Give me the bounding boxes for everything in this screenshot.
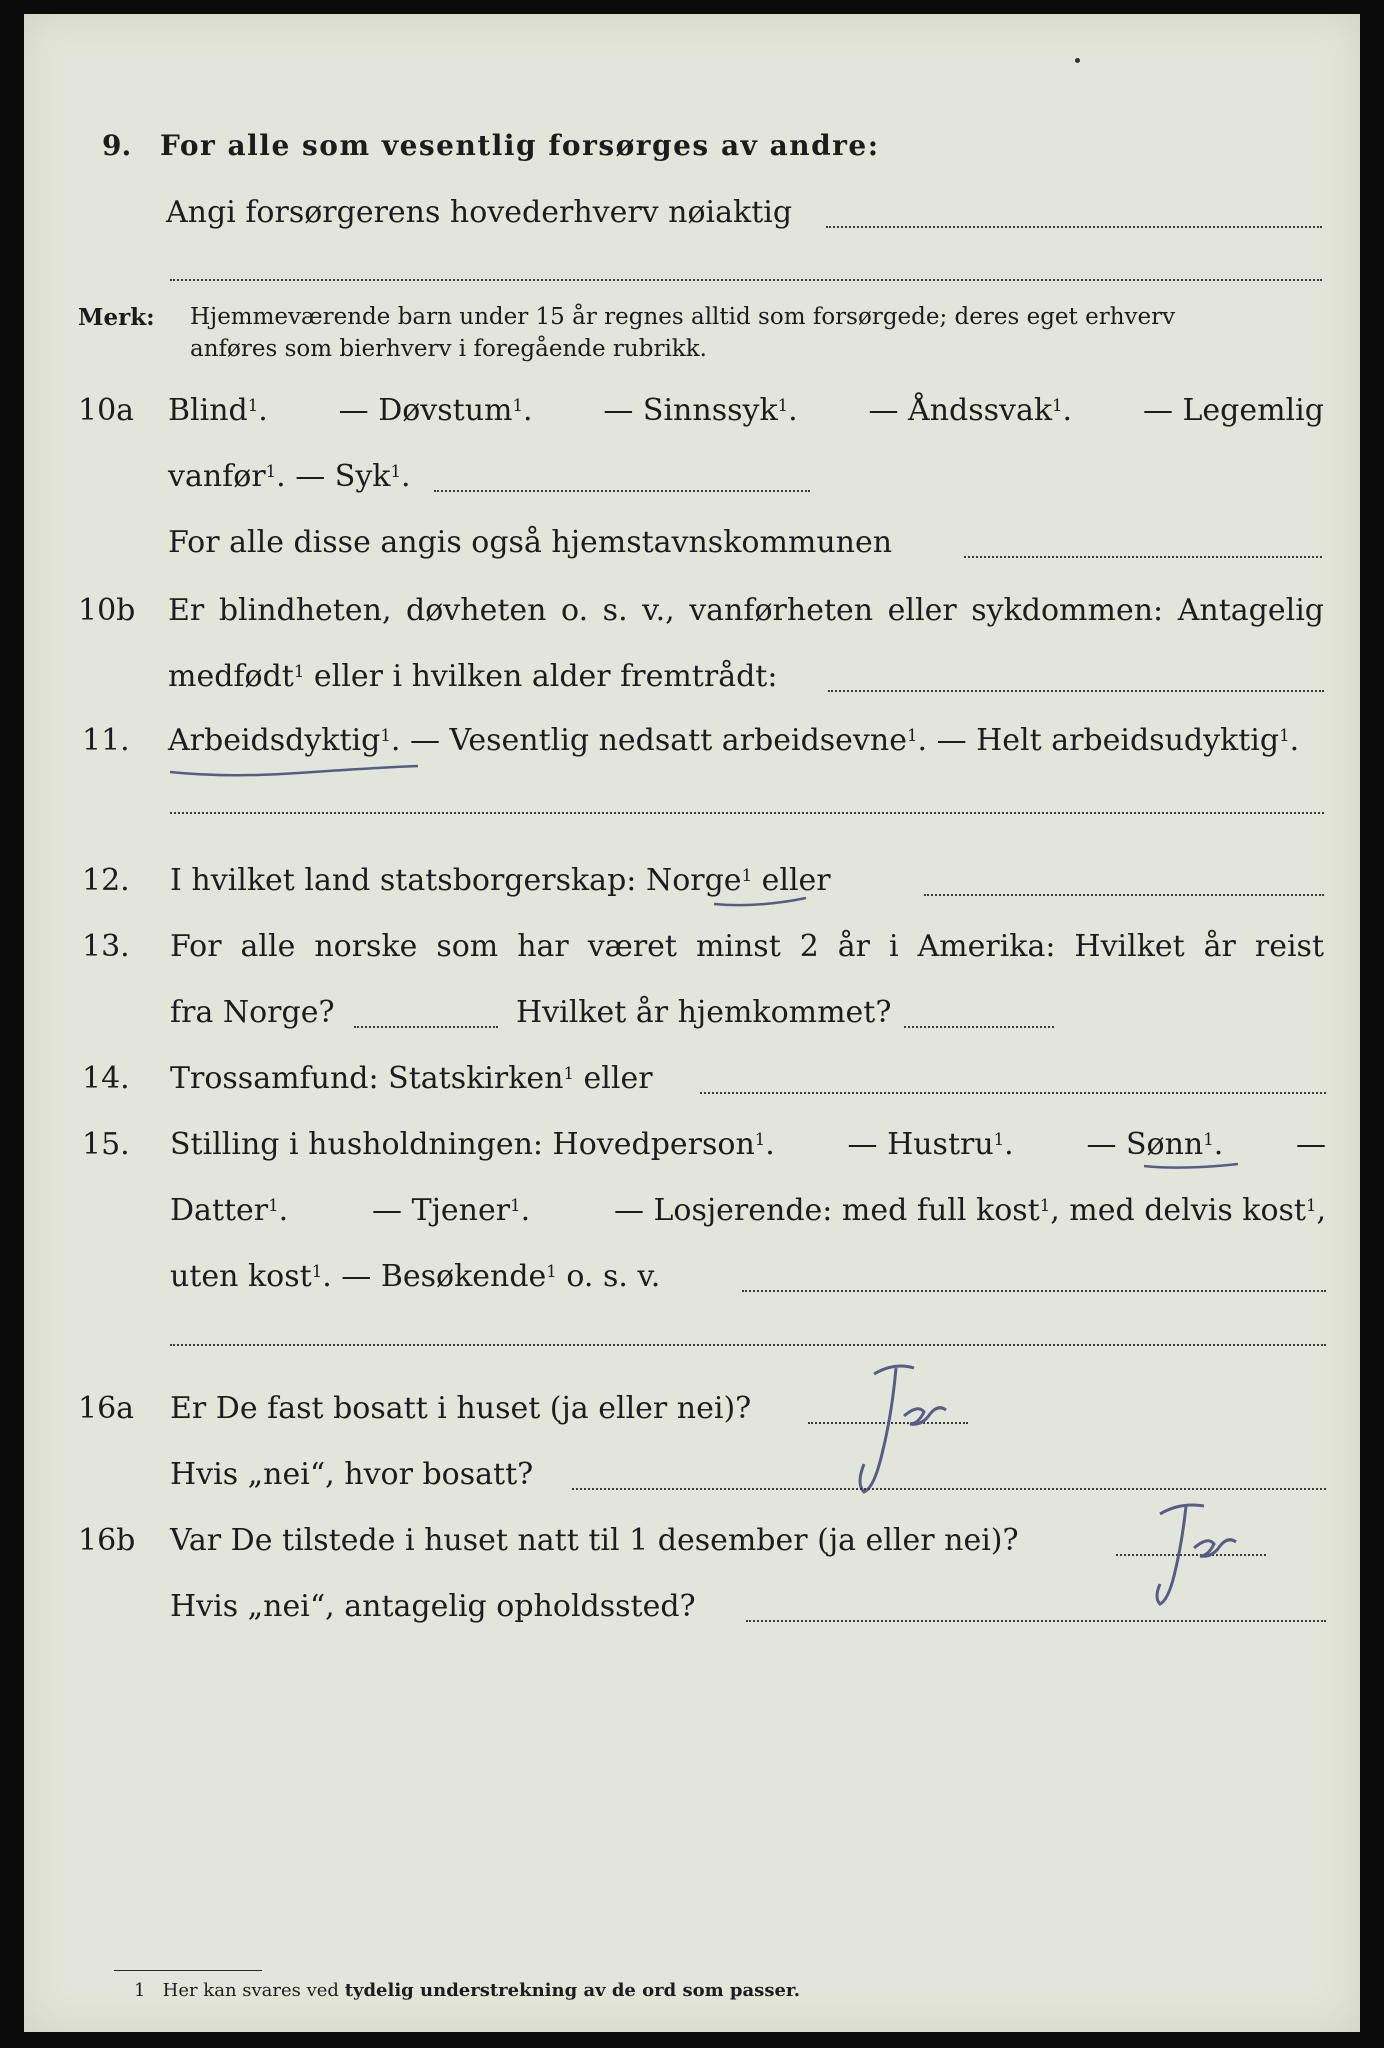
- q10a-hjemstavn-line[interactable]: [964, 556, 1322, 558]
- q15-answer-line[interactable]: [742, 1290, 1326, 1292]
- underline-sonn-mark: [1142, 1156, 1252, 1178]
- q16a-handwritten-answer: [834, 1354, 974, 1504]
- merk-line-1: Hjemmeværende barn under 15 år regnes alltid som forsørgede; deres eget erhverv: [190, 304, 1176, 330]
- q10a-syk-line[interactable]: [434, 490, 810, 492]
- ink-speck: [1075, 58, 1080, 63]
- q10a-line-1: [168, 393, 1324, 428]
- q12-number: 12.: [82, 863, 130, 898]
- q15-line-2: [170, 1193, 1326, 1228]
- q10b-line-2: medfødt$^1$ eller i hvilken alder fremtrådt:: [168, 659, 778, 694]
- q10b-number: 10b: [78, 593, 136, 628]
- q15-line-1: Stilling i husholdningen: Hovedperson$^1$. — Hustru$^1$. — Sønn$^1$. —: [170, 1127, 1326, 1162]
- q16a-number: 16a: [78, 1391, 135, 1426]
- option-vanfor[interactable]: vanfør$^1$.: [168, 459, 286, 494]
- option-tjener[interactable]: — Tjener$^1$.: [372, 1193, 531, 1228]
- q15-number: 15.: [82, 1127, 130, 1162]
- q10b-line-1: Er blindheten, døvheten o. s. v., vanførheten eller sykdommen: Antagelig: [168, 593, 1324, 628]
- q10a-line-2: [168, 459, 411, 494]
- q13-number: 13.: [82, 929, 130, 964]
- option-medfodt[interactable]: medfødt$^1$: [168, 659, 305, 694]
- option-hovedperson[interactable]: Stilling i husholdningen: Hovedperson$^1$.: [170, 1127, 775, 1162]
- q13-reist-line[interactable]: [354, 1026, 498, 1028]
- option-hustru[interactable]: — Hustru$^1$.: [847, 1127, 1014, 1162]
- q14-line: Trossamfund: Statskirken$^1$ eller: [170, 1061, 653, 1096]
- q12-line: I hvilket land statsborgerskap: Norge$^1$ eller: [170, 863, 831, 898]
- q10a-number: 10a: [78, 393, 135, 428]
- q9-answer-line[interactable]: [826, 226, 1322, 228]
- option-dovstum[interactable]: — Døvstum$^1$.: [338, 393, 533, 428]
- option-arbeidsdyktig[interactable]: Arbeidsdyktig$^1$.: [168, 723, 401, 758]
- q11-answer-line[interactable]: [170, 812, 1324, 814]
- q16a-bosatt-line[interactable]: [572, 1488, 1326, 1490]
- q16b-line-2: Hvis „nei“, antagelig opholdssted?: [170, 1589, 696, 1624]
- q16b-number: 16b: [78, 1523, 136, 1558]
- footnote-rule: [114, 1970, 262, 1971]
- option-andssvak[interactable]: — Åndssvak$^1$.: [868, 393, 1073, 428]
- option-syk[interactable]: — Syk$^1$.: [295, 459, 411, 494]
- q12-answer-line[interactable]: [924, 894, 1324, 896]
- q13-line-2a: fra Norge?: [170, 995, 335, 1030]
- option-sonn[interactable]: — Sønn$^1$.: [1086, 1127, 1224, 1162]
- q13-line-2b: Hvilket år hjemkommet?: [516, 995, 892, 1030]
- option-blind[interactable]: Blind$^1$.: [168, 393, 268, 428]
- q16b-handwritten-answer: [1130, 1494, 1270, 1624]
- q13-hjemkommet-line[interactable]: [904, 1026, 1054, 1028]
- q14-answer-line[interactable]: [700, 1092, 1326, 1094]
- option-datter[interactable]: Datter$^1$.: [170, 1193, 289, 1228]
- q10b-answer-line[interactable]: [828, 690, 1324, 692]
- q11-number: 11.: [82, 723, 130, 758]
- q9-question: Angi forsørgerens hovederhverv nøiaktig: [166, 195, 793, 230]
- footnote-text-b: tydelig understrekning av de ord som passer.: [344, 1980, 800, 2001]
- q9-number: 9.: [102, 129, 132, 162]
- option-sinnssyk[interactable]: — Sinnssyk$^1$.: [603, 393, 798, 428]
- q10a-line-3: For alle disse angis også hjemstavnskommunen: [168, 525, 893, 560]
- option-full-kost[interactable]: — Losjerende: med full kost$^1$, med delvis kost$^1$,: [613, 1193, 1326, 1228]
- merk-label: Merk:: [78, 304, 155, 331]
- underline-arbeidsdyktig-mark: [168, 756, 428, 784]
- q13-line-1: For alle norske som har været minst 2 år i Amerika: Hvilket år reist: [170, 929, 1324, 964]
- merk-line-2: anføres som bierhverv i foregående rubrikk.: [190, 336, 707, 362]
- q9-heading: For alle som vesentlig forsørges av andre:: [160, 129, 880, 162]
- option-statskirken[interactable]: Statskirken$^1$: [388, 1061, 574, 1096]
- option-uten-kost[interactable]: uten kost$^1$.: [170, 1259, 332, 1294]
- underline-norge-mark: [712, 892, 812, 914]
- q11-line: [168, 723, 1300, 758]
- footnote-text-a: Her kan svares ved: [162, 1980, 339, 2001]
- option-legemlig[interactable]: — Legemlig: [1142, 393, 1324, 428]
- option-norge[interactable]: Norge$^1$: [645, 863, 753, 898]
- q15-answer-line-2[interactable]: [170, 1344, 1326, 1346]
- q16b-line-1: Var De tilstede i huset natt til 1 desember (ja eller nei)?: [170, 1523, 1019, 1558]
- q16a-line-2: Hvis „nei“, hvor bosatt?: [170, 1457, 534, 1492]
- q16b-opholdssted-line[interactable]: [746, 1620, 1326, 1622]
- footnote-marker: 1: [134, 1980, 146, 2001]
- option-nedsatt[interactable]: — Vesentlig nedsatt arbeidsevne$^1$.: [409, 723, 928, 758]
- q9-answer-line-2[interactable]: [170, 279, 1322, 281]
- footnote: [134, 1982, 800, 2000]
- option-besokende[interactable]: — Besøkende$^1$: [341, 1259, 557, 1294]
- q14-number: 14.: [82, 1061, 130, 1096]
- q15-line-3: uten kost$^1$. — Besøkende$^1$ o. s. v.: [170, 1259, 661, 1294]
- q16a-line-1: Er De fast bosatt i huset (ja eller nei)?: [170, 1391, 752, 1426]
- census-form-page: [24, 14, 1360, 2032]
- option-udyktig[interactable]: — Helt arbeidsudyktig$^1$.: [936, 723, 1300, 758]
